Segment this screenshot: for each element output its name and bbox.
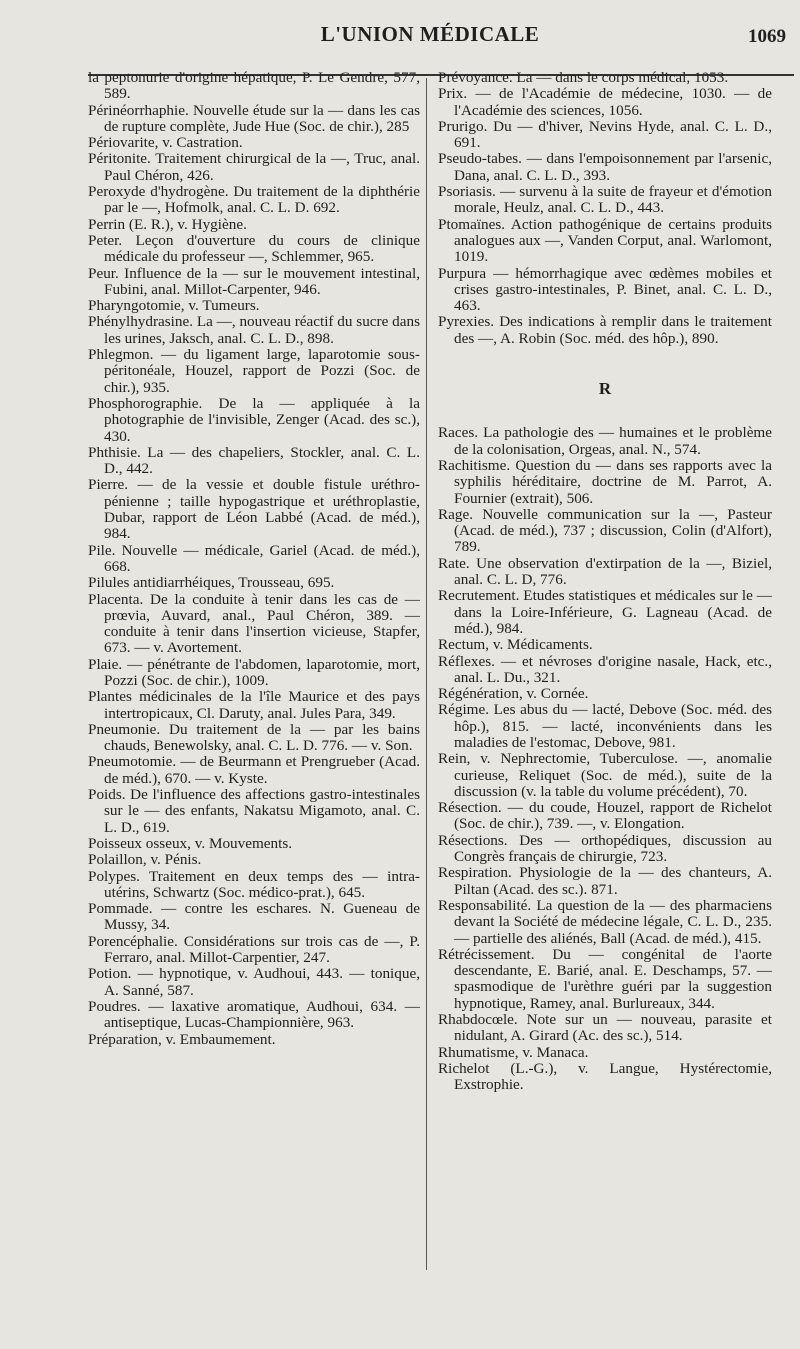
index-entry: Porencéphalie. Considérations sur trois cas de —, P. Ferraro, anal. Millot-Carpentier, 247. <box>88 932 420 967</box>
index-entry: Rage. Nouvelle communication sur la —, Pasteur (Acad. de méd.), 737 ; discussion, Colin (d'Alfort), 789. <box>438 505 772 556</box>
index-entry: Recrutement. Etudes statistiques et médicales sur le — dans la Loire-Inférieure, G. Lagneau (Acad. de méd.), 984. <box>438 587 772 637</box>
column-divider <box>426 78 427 1270</box>
index-entry: Prévoyance. La — dans le corps médical, 1053. <box>438 69 729 86</box>
index-entry: Phosphorographie. De la — appliquée à la photographie de l'invisible, Zenger (Acad. des sc.), 430. <box>88 394 420 445</box>
index-entry: Pile. Nouvelle — médicale, Gariel (Acad. de méd.), 668. <box>88 541 420 575</box>
index-entry: Prix. — de l'Académie de médecine, 1030. — de l'Académie des sciences, 1056. <box>438 85 772 119</box>
index-entry: Résection. — du coude, Houzel, rapport de Richelot (Soc. de chir.), 739. —, v. Elongation. <box>438 799 772 833</box>
index-entry: Purpura — hémorrhagique avec œdèmes mobiles et crises gastro-intestinales, P. Binet, anal. C. L. D., 463. <box>438 264 772 315</box>
index-entry: Peroxyde d'hydrogène. Du traitement de la diphthérie par le —, Hofmolk, anal. C. L. D. 692. <box>88 183 420 217</box>
index-entry: Régénération, v. Cornée. <box>438 685 589 703</box>
index-entry: Pyrexies. Des indications à remplir dans le traitement des —, A. Robin (Soc. méd. des hôp.), 890. <box>438 313 772 347</box>
index-entry: Respiration. Physiologie de la — des chanteurs, A. Piltan (Acad. des sc.). 871. <box>438 864 772 898</box>
right-column-p-entries <box>438 70 772 347</box>
index-entry: Pneumonie. Du traitement de la — par les bains chauds, Benewolsky, anal. C. L. D. 776. — v. Son. <box>88 720 420 755</box>
index-entry: Résections. Des — orthopédiques, discussion au Congrès français de chirurgie, 723. <box>438 831 772 866</box>
index-entry: Placenta. De la conduite à tenir dans les cas de — prœvia, Auvard, anal., Paul Chéron, 389. — conduite à tenir dans l'insertion vicieuse, Stapfer, 673. — v. Avortement. <box>88 590 420 657</box>
index-entry: Rhumatisme, v. Manaca. <box>438 1043 589 1061</box>
index-entry: Poudres. — laxative aromatique, Audhoui, 634. — antiseptique, Lucas-Championnière, 963. <box>88 997 420 1032</box>
index-entry: Phthisie. La — des chapeliers, Stockler, anal. C. L. D., 442. <box>88 443 420 478</box>
index-entry: Poids. De l'influence des affections gastro-intestinales sur le — des enfants, Nakatsu Migamoto, anal. C. L. D., 619. <box>88 786 420 836</box>
index-entry: Préparation, v. Embaumement. <box>88 1030 276 1048</box>
index-entry: Péritonite. Traitement chirurgical de la —, Truc, anal. Paul Chéron, 426. <box>88 150 420 184</box>
index-entry: Rhabdocœle. Note sur un — nouveau, parasite et nidulant, A. Girard (Ac. des sc.), 514. <box>438 1011 772 1045</box>
index-entry: Polaillon, v. Pénis. <box>88 851 202 869</box>
left-column <box>88 70 420 1048</box>
index-entry: Perrin (E. R.), v. Hygiène. <box>88 215 247 233</box>
right-column-r-entries <box>438 425 772 1093</box>
index-entry: Rate. Une observation d'extirpation de la —, Biziel, anal. C. L. D, 776. <box>438 554 772 589</box>
index-entry: Phlegmon. — du ligament large, laparotomie sous-péritonéale, Houzel, rapport de Pozzi (Soc. de chir.), 935. <box>88 346 420 396</box>
index-entry: Pharyngotomie, v. Tumeurs. <box>88 297 260 315</box>
index-entry: Périnéorrhaphie. Nouvelle étude sur la — dans les cas de rupture complète, Jude Hue (Soc. de chir.), 285 <box>88 101 420 135</box>
index-entry: Richelot (L.-G.), v. Langue, Hystérectomie, Exstrophie. <box>438 1059 772 1094</box>
index-entry: Pilules antidiarrhéiques, Trousseau, 695. <box>88 574 335 592</box>
index-entry: Poisseux osseux, v. Mouvements. <box>88 834 293 852</box>
section-letter-r: R <box>598 379 612 399</box>
index-entry: Ptomaïnes. Action pathogénique de certains produits analogues aux —, Vanden Corput, anal. Warlomont, 1019. <box>438 215 772 266</box>
index-entry: Plantes médicinales de la l'île Maurice et des pays intertropicaux, Cl. Daruty, anal. Jules Para, 349. <box>88 688 420 722</box>
index-entry: Pierre. — de la vessie et double fistule uréthro-pénienne ; taille hypogastrique et uréthroplastie, Dubar, rapport de Léon Labbé (Acad. de méd.), 984. <box>88 476 420 543</box>
right-column <box>438 70 772 1094</box>
index-entry: Pneumotomie. — de Beurmann et Prengrueber (Acad. de méd.), 670. — v. Kyste. <box>88 753 420 787</box>
index-entry: Régime. Les abus du — lacté, Debove (Soc. méd. des hôp.), 815. — lacté, inconvénients dans les maladies de l'estomac, Debove, 981. <box>438 701 772 751</box>
index-entry: Rectum, v. Médicaments. <box>438 636 593 654</box>
index-entry: Peur. Influence de la — sur le mouvement intestinal, Fubini, anal. Millot-Carpenter, 946. <box>88 264 420 298</box>
index-entry: Psoriasis. — survenu à la suite de frayeur et d'émotion morale, Heulz, anal. C. L. D., 443. <box>438 183 772 217</box>
index-entry: Rétrécissement. Du — congénital de l'aorte descendante, E. Barié, anal. E. Deschamps, 57. — spasmodique de l'urèthre guéri par la suggestion hypnotique, Ramey, anal. Burlureaux, 344. <box>438 945 772 1012</box>
page-header <box>0 22 800 62</box>
index-entry: Peter. Leçon d'ouverture du cours de clinique médicale du professeur —, Schlemmer, 965. <box>88 231 420 266</box>
index-entry: Pommade. — contre les eschares. N. Gueneau de Mussy, 34. <box>88 900 420 934</box>
page-number: 1069 <box>748 26 786 47</box>
index-entry: Périovarite, v. Castration. <box>88 134 243 152</box>
index-entry: Races. La pathologie des — humaines et le problème de la colonisation, Orgeas, anal. N., 574. <box>438 424 772 458</box>
index-entry: Plaie. — pénétrante de l'abdomen, laparotomie, mort, Pozzi (Soc. de chir.), 1009. <box>88 655 420 689</box>
index-entry: Prurigo. Du — d'hiver, Nevins Hyde, anal. C. L. D., 691. <box>438 117 772 152</box>
index-entry: Phénylhydrasine. La —, nouveau réactif du sucre dans les urines, Jaksch, anal. C. L. D., 898. <box>88 313 420 347</box>
index-entry: la peptonurie d'origine hépatique, P. Le Gendre, 577, 589. <box>88 69 420 103</box>
index-entry: Rein, v. Nephrectomie, Tuberculose. —, anomalie curieuse, Reliquet (Soc. de méd.), suite de la discussion (v. la table du volume précédent), 70. <box>438 750 772 800</box>
index-entry: Rachitisme. Question du — dans ses rapports avec la syphilis héréditaire, doctrine de M. Parrot, A. Fournier (extrait), 506. <box>438 456 772 507</box>
index-entry: Potion. — hypnotique, v. Audhoui, 443. — tonique, A. Sanné, 587. <box>88 965 420 999</box>
running-title: L'UNION MÉDICALE <box>320 22 540 46</box>
index-entry: Polypes. Traitement en deux temps des — intra-utérins, Schwartz (Soc. médico-prat.), 645. <box>88 867 420 901</box>
index-entry: Pseudo-tabes. — dans l'empoisonnement par l'arsenic, Dana, anal. C. L. D., 393. <box>438 150 772 184</box>
index-entry: Responsabilité. La question de la — des pharmaciens devant la Société de médecine légale, C. L. D., 235. — partielle des aliénés, Ball (Acad. de méd.), 415. <box>438 896 772 947</box>
index-entry: Réflexes. — et névroses d'origine nasale, Hack, etc., anal. L. Du., 321. <box>438 652 772 686</box>
